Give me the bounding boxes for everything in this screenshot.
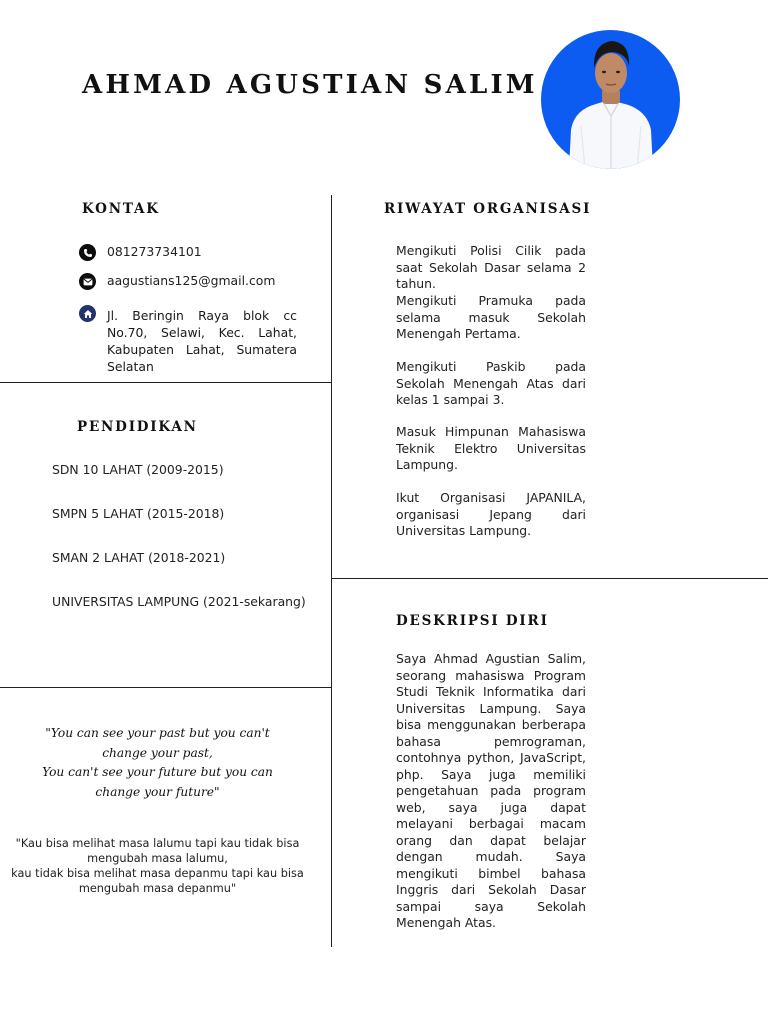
education-item: UNIVERSITAS LAMPUNG (2021-sekarang) bbox=[52, 594, 306, 609]
person-photo-illustration bbox=[541, 30, 680, 169]
home-icon bbox=[79, 305, 96, 322]
phone-number: 081273734101 bbox=[107, 244, 202, 259]
quote-line: mengubah masa depanmu" bbox=[78, 882, 237, 895]
quote-line: change your future" bbox=[95, 784, 220, 799]
quote-line: mengubah masa lalumu, bbox=[87, 852, 228, 865]
email-address: aagustians125@gmail.com bbox=[107, 273, 276, 288]
quote-line: You can't see your future but you can bbox=[42, 765, 273, 779]
profile-photo bbox=[541, 30, 680, 169]
column-divider bbox=[331, 195, 332, 947]
quote-line: "Kau bisa melihat masa lalumu tapi kau tidak bisa bbox=[15, 837, 300, 850]
email-icon bbox=[79, 273, 96, 290]
divider-pendidikan bbox=[0, 687, 331, 688]
education-item: SMAN 2 LAHAT (2018-2021) bbox=[52, 550, 226, 565]
quote-line: change your past, bbox=[102, 745, 213, 760]
divider-organisasi bbox=[331, 578, 768, 579]
quote-line: kau tidak bisa melihat masa depanmu tapi kau bisa bbox=[11, 867, 304, 880]
quote-english bbox=[20, 724, 295, 802]
self-description: Saya Ahmad Agustian Salim, seorang mahasiswa Program Studi Teknik Informatika dari Universitas Lampung. Saya bisa menggunakan berberapa bahasa pemrograman, contohnya python, JavaScript, php. Saya juga memiliki pengetahuan pada program web, saya juga dapat melayani berbagai macam orang dan dapat belajar dengan mudah. Saya mengikuti bimbel bahasa Inggris dari Sekolah Dasar sampai saya Sekolah Menengah Atas. bbox=[396, 651, 586, 930]
organization-item: Ikut Organisasi JAPANILA, organisasi Jepang dari Universitas Lampung. bbox=[396, 490, 586, 538]
organization-item: Mengikuti Pramuka pada selama masuk Sekolah Menengah Pertama. bbox=[396, 293, 586, 341]
organization-item: Masuk Himpunan Mahasiswa Teknik Elektro Universitas Lampung. bbox=[396, 424, 586, 472]
quote-line: "You can see your past but you can't bbox=[45, 726, 270, 740]
quote-indonesian bbox=[10, 836, 305, 896]
organization-item: Mengikuti Paskib pada Sekolah Menengah Atas dari kelas 1 sampai 3. bbox=[396, 359, 586, 407]
phone-icon bbox=[79, 244, 96, 261]
person-name: AHMAD AGUSTIAN SALIM bbox=[82, 70, 538, 100]
organization-item: Mengikuti Polisi Cilik pada saat Sekolah Dasar selama 2 tahun. bbox=[396, 243, 586, 291]
divider-kontak bbox=[0, 382, 331, 383]
deskripsi-heading: DESKRIPSI DIRI bbox=[396, 613, 549, 629]
pendidikan-heading: PENDIDIKAN bbox=[77, 419, 198, 435]
organisasi-heading: RIWAYAT ORGANISASI bbox=[384, 201, 592, 217]
kontak-heading: KONTAK bbox=[82, 201, 160, 217]
education-item: SDN 10 LAHAT (2009-2015) bbox=[52, 462, 224, 477]
home-address: Jl. Beringin Raya blok cc No.70, Selawi, Kec. Lahat, Kabupaten Lahat, Sumatera Selatan bbox=[107, 308, 297, 374]
education-item: SMPN 5 LAHAT (2015-2018) bbox=[52, 506, 225, 521]
